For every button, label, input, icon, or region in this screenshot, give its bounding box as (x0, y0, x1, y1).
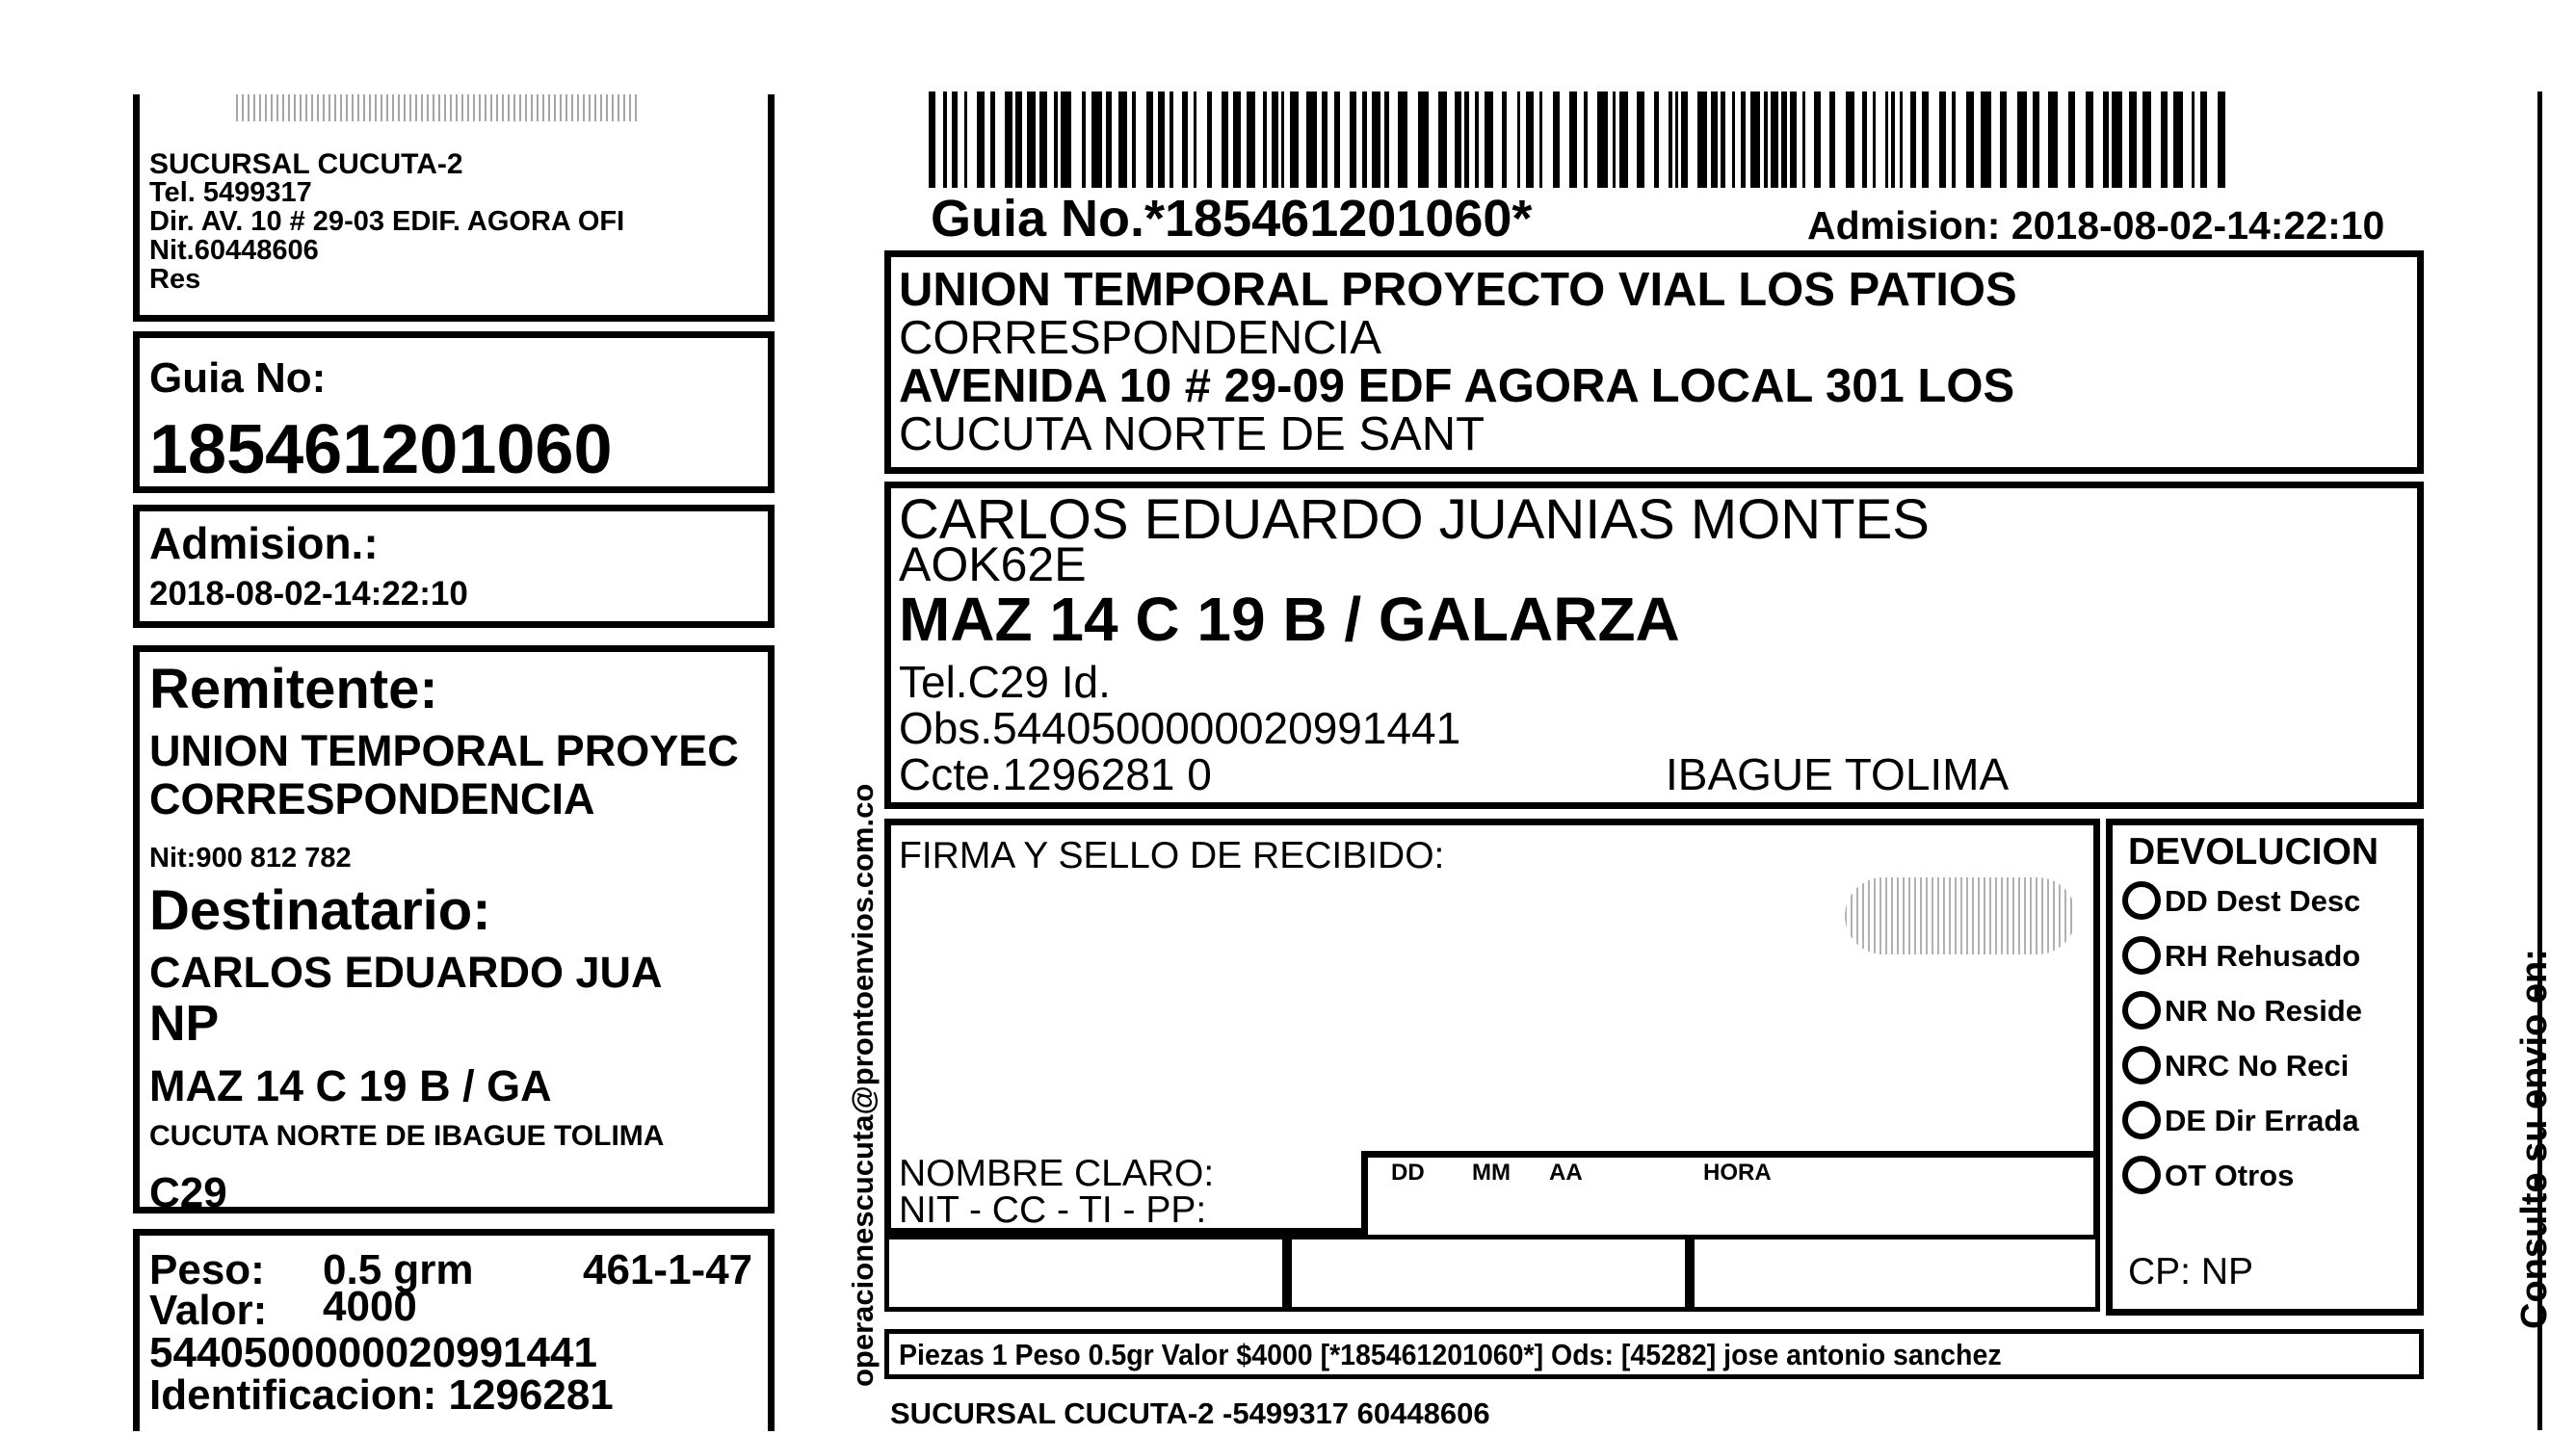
radio-icon (2122, 1101, 2161, 1139)
devolucion-option[interactable] (2122, 1101, 2359, 1139)
branch-nit: Nit.60448606 (149, 235, 319, 266)
summary-text: Piezas 1 Peso 0.5gr Valor $4000 [*185461201060*] Ods: [45282] jose antonio sanchez (899, 1338, 2002, 1371)
admision-box (133, 505, 775, 628)
recipient-obs: Obs.5440500000020991441 (899, 703, 1461, 753)
branch-res: Res (149, 264, 201, 295)
option-label: OT Otros (2165, 1158, 2295, 1192)
barcode-bar (1764, 91, 1768, 188)
radio-icon (2122, 1046, 2161, 1084)
mm-label: MM (1472, 1160, 1511, 1186)
recipient-box (884, 482, 2424, 809)
devolucion-option[interactable] (2122, 936, 2360, 975)
dd-label: DD (1391, 1160, 1425, 1186)
recipient-ccte: Ccte.1296281 0 (899, 749, 1212, 799)
devolucion-option[interactable] (2122, 991, 2362, 1030)
barcode-bar (1981, 91, 1991, 188)
logo-noise (236, 94, 641, 121)
barcode-bar (1711, 91, 1718, 188)
barcode-bar (1194, 91, 1196, 188)
barcode-bar (1721, 91, 1725, 188)
barcode-bar (977, 91, 985, 188)
signature-box (884, 819, 2100, 1235)
barcode-bar (1207, 91, 1212, 188)
cp-value: CP: NP (2128, 1251, 2254, 1292)
devolucion-option[interactable] (2122, 1046, 2349, 1084)
barcode-bar (1372, 91, 1380, 188)
admision-label: Admision.: (149, 518, 379, 568)
aa-label: AA (1549, 1160, 1583, 1186)
recipient-tel: Tel.C29 Id. (899, 657, 1111, 707)
barcode-bar (1475, 91, 1479, 188)
weight-box (133, 1229, 775, 1431)
barcode-bar (1697, 91, 1707, 188)
date-box (1361, 1151, 2093, 1236)
barcode-bar (1675, 91, 1678, 188)
remitente-dept: CORRESPONDENCIA (149, 774, 595, 823)
barcode-bar (1485, 91, 1493, 188)
barcode-bar (1873, 91, 1876, 188)
barcode-bar (964, 91, 967, 188)
barcode-bar (1814, 91, 1821, 188)
sender-dept: CORRESPONDENCIA (899, 312, 1381, 364)
barcode-bar (1464, 91, 1469, 188)
barcode-bar (929, 91, 935, 188)
barcode-bar (1669, 91, 1672, 188)
barcode-bar (952, 91, 958, 188)
option-label: DE Dir Errada (2165, 1103, 2359, 1137)
right-vertical-text: Consulte su envio en: (2514, 949, 2555, 1329)
radio-icon (2122, 881, 2161, 920)
footer-branch: SUCURSAL CUCUTA-2 -5499317 60448606 (890, 1396, 1490, 1430)
barcode-bar (1829, 91, 1835, 188)
barcode-bar (2173, 91, 2183, 188)
barcode-bar (1750, 91, 1760, 188)
barcode-bar (1398, 91, 1407, 188)
option-label: DD Dest Desc (2165, 883, 2361, 918)
barcode-bar (1771, 91, 1778, 188)
dest-np: NP (149, 996, 220, 1052)
recipient-address: MAZ 14 C 19 B / GALARZA (899, 585, 1680, 654)
valor-value: 4000 (323, 1283, 417, 1330)
barcode-bar (1654, 91, 1659, 188)
barcode-bar (943, 91, 947, 188)
barcode-bar (2000, 91, 2007, 188)
barcode-bar (1438, 91, 1447, 188)
barcode-bar (2129, 91, 2137, 188)
barcode-bar (2161, 91, 2168, 188)
barcode-bar (1146, 91, 1153, 188)
barcode-bar (1619, 91, 1628, 188)
recipient-code: AOK62E (899, 537, 1087, 591)
barcode-bar (1455, 91, 1461, 188)
dest-address: MAZ 14 C 19 B / GA (149, 1061, 552, 1110)
branch-dir: Dir. AV. 10 # 29-03 EDIF. AGORA OFI (149, 206, 625, 237)
devolucion-option[interactable] (2122, 881, 2360, 920)
destinatario-label: Destinatario: (149, 879, 491, 942)
branch-box (133, 94, 775, 322)
admision-header-text: Admision: 2018-08-02-14:22:10 (1807, 203, 2385, 248)
barcode-bar (1281, 91, 1284, 188)
vertical-email: operacionescucuta@prontoenvios.com.co (846, 783, 880, 1387)
barcode-bar (1952, 91, 1956, 188)
radio-icon (2122, 936, 2161, 975)
barcode-bar (2086, 91, 2093, 188)
peso-label: Peso: (149, 1246, 265, 1293)
summary-box (884, 1329, 2424, 1379)
barcode (929, 91, 2229, 188)
dest-name: CARLOS EDUARDO JUA (149, 948, 663, 997)
barcode-bar (1290, 91, 1299, 188)
barcode-bar (1569, 91, 1577, 188)
barcode-bar (1158, 91, 1165, 188)
recipient-city: IBAGUE TOLIMA (1666, 749, 2010, 799)
blank-box-1 (884, 1235, 1287, 1312)
account-number: 5440500000020991441 (149, 1329, 597, 1376)
barcode-bar (1922, 91, 1929, 188)
devolucion-box (2106, 819, 2424, 1316)
peso-code: 461-1-47 (583, 1246, 753, 1293)
barcode-bar (1233, 91, 1241, 188)
admision-header (1807, 203, 2385, 248)
barcode-bar (1322, 91, 1327, 188)
blank-box-2 (1287, 1235, 1690, 1312)
dest-code: C29 (149, 1169, 227, 1216)
barcode-bar (1132, 91, 1136, 188)
sender-name: UNION TEMPORAL PROYECTO VIAL LOS PATIOS (899, 264, 2017, 316)
barcode-bar (2200, 91, 2207, 188)
nit-label: NIT - CC - TI - PP: (899, 1189, 1207, 1231)
option-label: NRC No Reci (2165, 1048, 2350, 1083)
barcode-bar (990, 91, 995, 188)
barcode-bar (1082, 91, 1086, 188)
stamp-smudge (1845, 877, 2076, 954)
barcode-bar (1966, 91, 1974, 188)
barcode-bar (1170, 91, 1173, 188)
barcode-bar (1802, 91, 1805, 188)
barcode-bar (1910, 91, 1916, 188)
sender-city: CUCUTA NORTE DE SANT (899, 408, 1485, 460)
branch-tel: Tel. 5499317 (149, 177, 312, 208)
barcode-bar (1526, 91, 1534, 188)
blank-box-3 (1690, 1235, 2100, 1312)
barcode-bar (1027, 91, 1036, 188)
sender-address: AVENIDA 10 # 29-09 EDF AGORA LOCAL 301 LOS (899, 360, 2015, 412)
barcode-bar (1597, 91, 1608, 188)
recipient-name: CARLOS EDUARDO JUANIAS MONTES (899, 488, 1930, 551)
barcode-bar (1350, 91, 1356, 188)
barcode-bar (1182, 91, 1188, 188)
remitente-label: Remitente: (149, 658, 438, 720)
barcode-bar (1005, 91, 1012, 188)
admision-value: 2018-08-02-14:22:10 (149, 575, 468, 613)
barcode-bar (1272, 91, 1278, 188)
barcode-bar (1106, 91, 1112, 188)
barcode-bar (1384, 91, 1389, 188)
hora-label: HORA (1703, 1160, 1772, 1186)
remitente-name: UNION TEMPORAL PROYEC (149, 726, 739, 775)
barcode-bar (1039, 91, 1047, 188)
barcode-bar (2142, 91, 2151, 188)
barcode-bar (1118, 91, 1127, 188)
barcode-bar (1741, 91, 1746, 188)
devolucion-option[interactable] (2122, 1156, 2294, 1194)
barcode-bar (2048, 91, 2058, 188)
peso-value: 0.5 grm (323, 1246, 474, 1293)
barcode-bar (1502, 91, 1507, 188)
barcode-bar (1015, 91, 1022, 188)
barcode-bar (1790, 91, 1797, 188)
barcode-bar (1939, 91, 1946, 188)
identificacion: Identificacion: 1296281 (149, 1371, 614, 1419)
barcode-bar (1362, 91, 1367, 188)
barcode-bar (1891, 91, 1895, 188)
barcode-bar (1613, 91, 1616, 188)
barcode-bar (1247, 91, 1255, 188)
guia-title: Guia No.*185461201060* (931, 190, 1533, 248)
barcode-bar (1584, 91, 1588, 188)
barcode-bar (1681, 91, 1688, 188)
radio-icon (2122, 991, 2161, 1030)
barcode-bar (1732, 91, 1735, 188)
signature-title: FIRMA Y SELLO DE RECIBIDO: (899, 835, 1445, 876)
option-label: NR No Reside (2165, 993, 2362, 1028)
barcode-bar (1781, 91, 1787, 188)
barcode-bar (1222, 91, 1228, 188)
barcode-bar (1517, 91, 1520, 188)
barcode-bar (1334, 91, 1340, 188)
barcode-bar (2068, 91, 2075, 188)
barcode-bar (1885, 91, 1888, 188)
barcode-bar (2112, 91, 2122, 188)
barcode-bar (2103, 91, 2109, 188)
barcode-bar (1539, 91, 1542, 188)
guia-label: Guia No: (149, 354, 327, 402)
barcode-bar (1862, 91, 1867, 188)
branch-name: SUCURSAL CUCUTA-2 (149, 148, 463, 180)
remitente-nit: Nit:900 812 782 (149, 843, 352, 874)
barcode-bar (1637, 91, 1644, 188)
valor-label: Valor: (149, 1287, 268, 1334)
radio-icon (2122, 1156, 2161, 1194)
sender-box (884, 250, 2424, 474)
barcode-bar (1900, 91, 1903, 188)
dest-cities: CUCUTA NORTE DE IBAGUE TOLIMA (149, 1120, 665, 1152)
barcode-bar (1263, 91, 1267, 188)
barcode-bar (1306, 91, 1317, 188)
option-label: RH Rehusado (2165, 938, 2361, 973)
parties-box (133, 645, 775, 1216)
barcode-bar (1846, 91, 1854, 188)
guia-box (133, 331, 775, 493)
nombre-claro-label: NOMBRE CLARO: (899, 1153, 1215, 1194)
barcode-bar (1091, 91, 1102, 188)
barcode-bar (2017, 91, 2027, 188)
devolucion-title: DEVOLUCION (2128, 831, 2379, 873)
barcode-bar (1061, 91, 1071, 188)
barcode-bar (2033, 91, 2039, 188)
barcode-bar (1553, 91, 1560, 188)
barcode-bar (2218, 91, 2225, 188)
guia-number: 185461201060 (149, 411, 613, 488)
barcode-bar (1418, 91, 1429, 188)
barcode-bar (2192, 91, 2195, 188)
barcode-bar (1054, 91, 1058, 188)
